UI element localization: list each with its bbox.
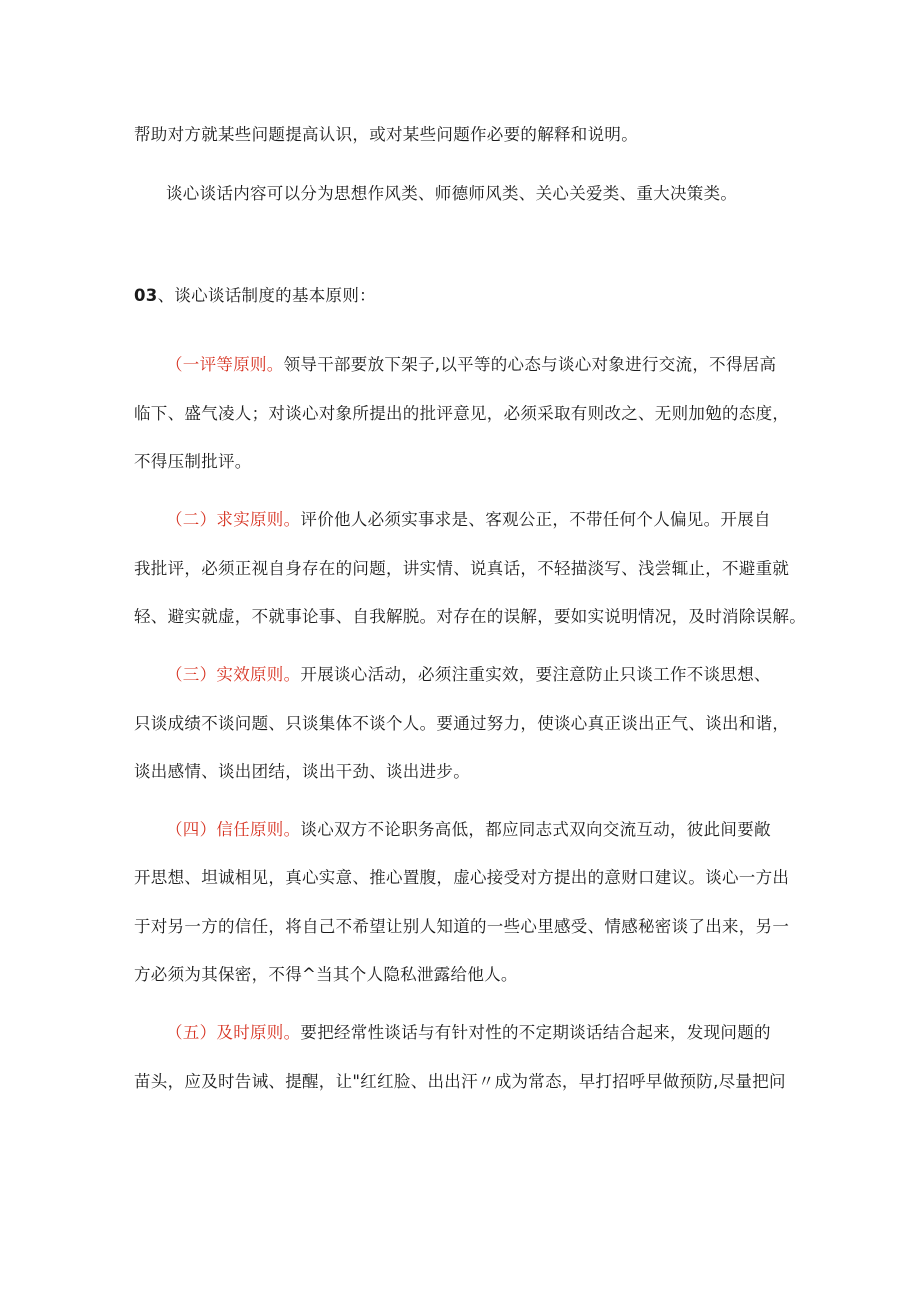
principle-2-text: 评价他人必须实事求是、客观公正，不带任何个人偏见。开展自 [300,510,771,529]
principle-3-line-2: 只谈成绩不谈问题、只谈集体不谈个人。要通过努力，使谈心真正谈出正气、谈出和谐， [134,714,790,733]
principle-1-line-3: 不得压制批评。 [134,452,252,471]
intro-line-1: 帮助对方就某些问题提高认识，或对某些问题作必要的解释和说明。 [134,125,638,144]
principle-4-line-3: 于对另一方的信任，将自己不希望让别人知道的一些心里感受、情感秘密谈了出来，另一 [134,917,790,936]
principle-3-label: （三）实效原则。 [166,665,301,684]
principle-1-label: （一评等原则。 [166,355,284,374]
principle-2-line-3: 轻、避实就虚，不就事论事、自我解脱。对存在的误解，要如实说明情况，及时消除误解。 [134,607,806,626]
principle-4-line-4: 方必须为其保密，不得^当其个人隐私泄露给他人。 [134,965,518,984]
principle-1-line-2: 临下、盛气凌人；对谈心对象所提出的批评意见，必须采取有则改之、无则加勉的态度， [134,404,790,423]
principle-5-line-1 [166,1022,846,1044]
principle-2-line-2: 我批评，必须正视自身存在的问题，讲实情、说真话，不轻描淡写、浅尝辄止，不避重就 [134,559,790,578]
principle-3-text: 开展谈心活动，必须注重实效，要注意防止只谈工作不谈思想、 [300,665,771,684]
principle-5-text: 要把经常性谈话与有针对性的不定期谈话结合起来，发现问题的 [300,1023,771,1042]
principle-3-line-1 [166,664,846,686]
principle-3-line-3: 谈出感情、谈出团结，谈出干劲、谈出进步。 [134,762,470,781]
principle-1-line-1 [166,354,846,376]
principle-5-label: （五）及时原则。 [166,1023,301,1042]
intro-line-2: 谈心谈话内容可以分为思想作风类、师德师风类、关心关爱类、重大决策类。 [166,184,738,203]
principle-4-text: 谈心双方不论职务高低，都应同志式双向交流互动，彼此间要敞 [300,820,771,839]
principle-4-line-1 [166,819,846,841]
principle-5-line-2: 苗头，应及时告诫、提醒，让"红红脸、出出汗〃成为常态，早打招呼早做预防,尽量把问 [134,1072,786,1091]
principle-4-line-2: 开思想、坦诚相见，真心实意、推心置腹，虚心接受对方提出的意财口建议。谈心一方出 [134,868,790,887]
section-heading [134,285,814,307]
principle-4-label: （四）信任原则。 [166,820,301,839]
principle-2-line-1 [166,509,846,531]
section-number: 03 [134,286,158,305]
section-title: 、谈心谈话制度的基本原则： [157,286,376,305]
principle-2-label: （二）求实原则。 [166,510,301,529]
principle-1-text: 领导干部要放下架子,以平等的心态与谈心对象进行交流，不得居高 [283,355,777,374]
